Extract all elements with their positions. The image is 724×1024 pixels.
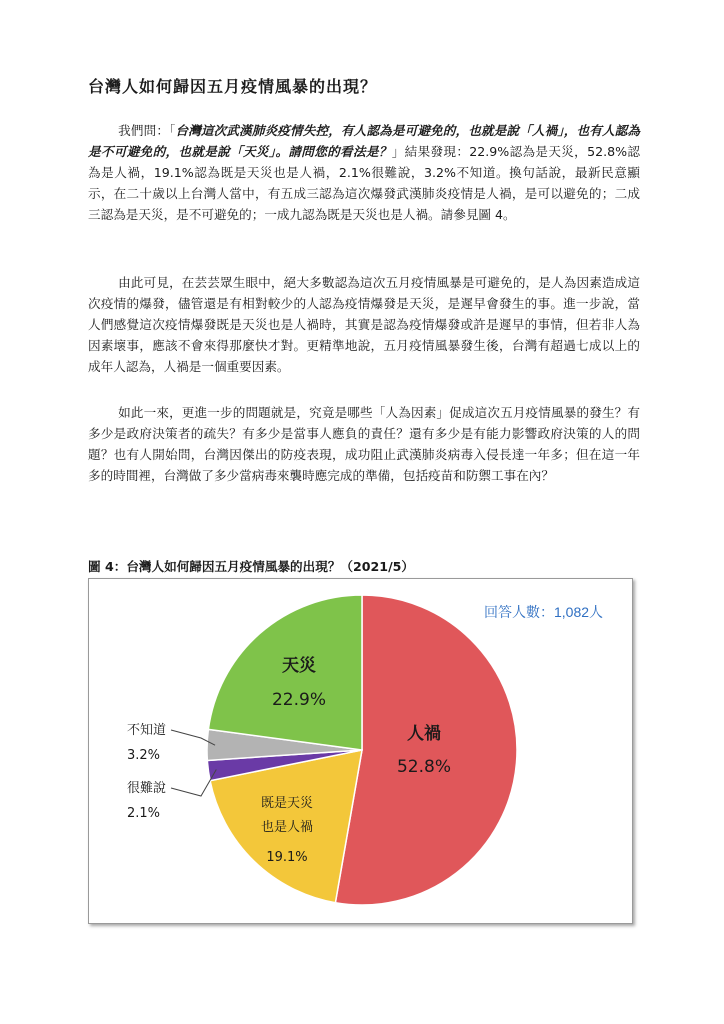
slice-label-3: 不知道 (127, 723, 167, 738)
figure-caption: 圖 4：台灣人如何歸因五月疫情風暴的出現？（2021/5） (88, 559, 415, 574)
slice-value-1: 19.1% (266, 850, 308, 865)
slice-value-0: 52.8% (396, 757, 452, 777)
slice-label-0: 人禍 (407, 724, 441, 744)
slice-label-2: 很難說 (127, 781, 167, 796)
slice-label-1-line-1: 也是人禍 (260, 820, 314, 835)
paragraph-2 (88, 272, 640, 377)
slice-value-2: 2.1% (127, 806, 161, 821)
respondents-count: 回答人數：1,082人 (484, 604, 604, 620)
paragraph-1-intro: 我們問：「 (118, 123, 176, 138)
pie-chart (89, 579, 632, 923)
paragraph-1-rest: 」結果發現：22.9%認為是天災，52.8%認為是人禍，19.1%認為既是天災也是人禍，2.1%很難說，3.2%不知道。換句話說，最新民意顯示，在二十歲以上台灣人當中，有五成三認為這次爆發武漢肺炎疫情是人禍，是可以避免的；二成三認為是天災，是不可避免的；一成九認為既是天災也是人禍。請參見圖 4。 (88, 144, 641, 222)
page-title: 台灣人如何歸因五月疫情風暴的出現？ (88, 77, 378, 96)
slice-label-4: 天災 (282, 656, 316, 676)
slice-label-1-line-0: 既是天災 (260, 796, 314, 811)
survey-question: 台灣這次武漢肺炎疫情失控，有人認為是可避免的，也就是說「人禍」，也有人認為是不可避免的，也就是說「天災」。請問您的看法是？ (88, 123, 641, 159)
slice-value-4: 22.9% (271, 690, 327, 710)
slice-value-3: 3.2% (127, 748, 161, 763)
paragraph-3-text: 如此一來，更進一步的問題就是，究竟是哪些「人為因素」促成這次五月疫情風暴的發生？有多少是政府決策者的疏失？有多少是當事人應負的責任？還有多少是有能力影響政府決策的人的問題？也有人開始問，台灣因傑出的防疫表現，成功阻止武漢肺炎病毒入侵長達一年多；但在這一年多的時間裡，台灣做了多少當病毒來襲時應完成的準備，包括疫苗和防禦工事在內？ (88, 405, 640, 483)
paragraph-1 (88, 120, 640, 225)
pie-chart-frame (88, 578, 633, 924)
paragraph-2-text: 由此可見，在芸芸眾生眼中，絕大多數認為這次五月疫情風暴是可避免的，是人為因素造成這次疫情的爆發，儘管還是有相對較少的人認為疫情爆發是天災，是遲早會發生的事。進一步說，當人們感覺這次疫情爆發既是天災也是人禍時，其實是認為疫情爆發或許是遲早的事情，但若非人為因素壞事，應該不會來得那麼快才對。更精準地說，五月疫情風暴發生後，台灣有超過七成以上的成年人認為，人禍是一個重要因素。 (88, 275, 640, 374)
paragraph-3 (88, 402, 640, 486)
